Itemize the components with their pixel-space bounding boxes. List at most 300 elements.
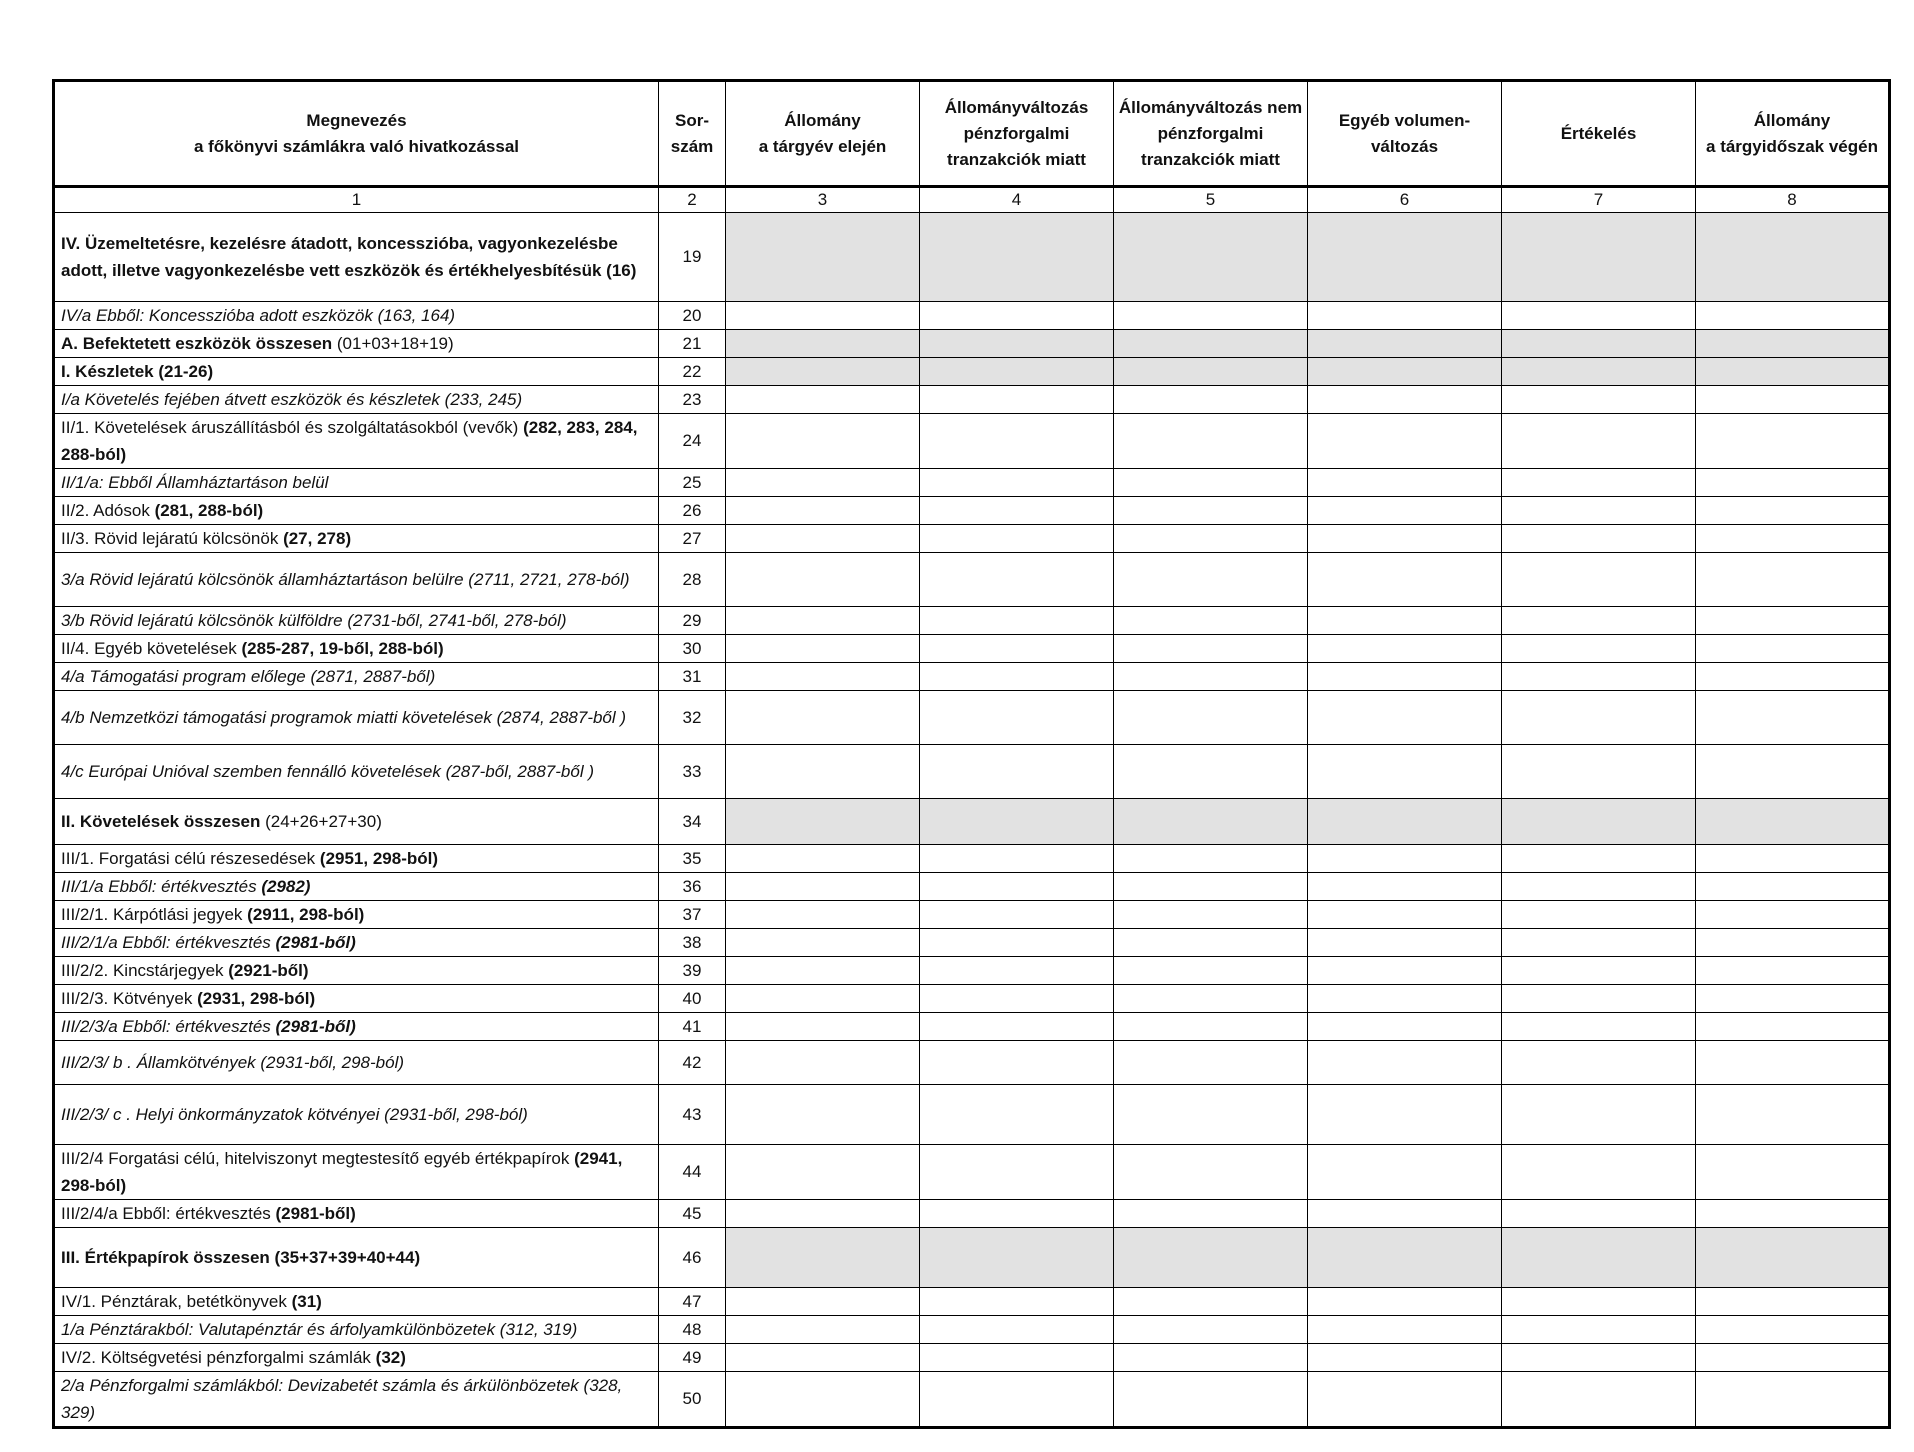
row-number: 50 [659, 1372, 726, 1428]
value-cell-col-4[interactable] [920, 663, 1114, 691]
value-cell-col-7[interactable] [1502, 663, 1696, 691]
value-cell-col-7[interactable] [1502, 845, 1696, 873]
table-row [54, 929, 1890, 957]
row-label [54, 635, 659, 663]
row-label-text: IV/1. Pénztárak, betétkönyvek [61, 1292, 292, 1311]
value-cell-col-4[interactable] [920, 901, 1114, 929]
value-cell-col-5[interactable] [1114, 213, 1308, 302]
row-number: 21 [659, 330, 726, 358]
value-cell-col-3[interactable] [726, 1013, 920, 1041]
value-cell-col-6[interactable] [1308, 663, 1502, 691]
value-cell-col-7[interactable] [1502, 957, 1696, 985]
row-label [54, 1145, 659, 1200]
value-cell-col-4[interactable] [920, 1145, 1114, 1200]
column-header-3 [726, 81, 920, 187]
value-cell-col-4[interactable] [920, 469, 1114, 497]
value-cell-col-7[interactable] [1502, 635, 1696, 663]
value-cell-col-6[interactable] [1308, 497, 1502, 525]
table-row [54, 414, 1890, 469]
column-header-4 [920, 81, 1114, 187]
value-cell-col-5[interactable] [1114, 607, 1308, 635]
row-number: 26 [659, 497, 726, 525]
value-cell-col-8[interactable] [1696, 358, 1890, 386]
column-number: 3 [726, 187, 920, 213]
value-cell-col-5[interactable] [1114, 1372, 1308, 1428]
value-cell-col-5[interactable] [1114, 525, 1308, 553]
row-label [54, 845, 659, 873]
row-label-text: II/2. Adósok [61, 501, 155, 520]
value-cell-col-5[interactable] [1114, 469, 1308, 497]
value-cell-col-8[interactable] [1696, 553, 1890, 607]
value-cell-col-7[interactable] [1502, 386, 1696, 414]
value-cell-col-8[interactable] [1696, 414, 1890, 469]
column-header-title: Egyéb volumen- [1338, 110, 1471, 130]
value-cell-col-7[interactable] [1502, 1344, 1696, 1372]
value-cell-col-3[interactable] [726, 901, 920, 929]
value-cell-col-8[interactable] [1696, 873, 1890, 901]
value-cell-col-5[interactable] [1114, 1041, 1308, 1085]
row-label-text: II/3. Rövid lejáratú kölcsönök [61, 529, 284, 548]
row-label-text: IV. Üzemeltetésre, kezelésre átadott, koncesszióba, vagyonkezelésbe adott, illetve vagyonkezelésbe vett eszközök és értékhelyesbítésük (16) [61, 234, 637, 280]
value-cell-col-7[interactable] [1502, 553, 1696, 607]
value-cell-col-4[interactable] [920, 1085, 1114, 1145]
value-cell-col-6[interactable] [1308, 1288, 1502, 1316]
value-cell-col-7[interactable] [1502, 358, 1696, 386]
value-cell-col-3[interactable] [726, 330, 920, 358]
value-cell-col-7[interactable] [1502, 330, 1696, 358]
table-row [54, 799, 1890, 845]
value-cell-col-6[interactable] [1308, 330, 1502, 358]
value-cell-col-4[interactable] [920, 497, 1114, 525]
value-cell-col-8[interactable] [1696, 1228, 1890, 1288]
row-number: 32 [659, 691, 726, 745]
value-cell-col-7[interactable] [1502, 525, 1696, 553]
row-label-text: (27, 278) [283, 529, 352, 548]
value-cell-col-4[interactable] [920, 1200, 1114, 1228]
value-cell-col-7[interactable] [1502, 1200, 1696, 1228]
value-cell-col-5[interactable] [1114, 1200, 1308, 1228]
value-cell-col-3[interactable] [726, 1200, 920, 1228]
row-label-text: III/1/a Ebből: értékvesztés [61, 877, 262, 896]
table-row [54, 985, 1890, 1013]
value-cell-col-6[interactable] [1308, 799, 1502, 845]
value-cell-col-8[interactable] [1696, 1041, 1890, 1085]
value-cell-col-7[interactable] [1502, 497, 1696, 525]
row-label-text: III/1. Forgatási célú részesedések [61, 849, 320, 868]
row-label [54, 386, 659, 414]
value-cell-col-6[interactable] [1308, 985, 1502, 1013]
column-header-title: Megnevezés [306, 110, 407, 130]
value-cell-col-5[interactable] [1114, 985, 1308, 1013]
value-cell-col-8[interactable] [1696, 1013, 1890, 1041]
value-cell-col-4[interactable] [920, 1288, 1114, 1316]
value-cell-col-6[interactable] [1308, 691, 1502, 745]
value-cell-col-6[interactable] [1308, 1013, 1502, 1041]
column-header-subtitle: tranzakciók miatt [947, 149, 1086, 169]
column-header-title: Sor- [675, 110, 709, 130]
value-cell-col-5[interactable] [1114, 663, 1308, 691]
value-cell-col-7[interactable] [1502, 213, 1696, 302]
value-cell-col-5[interactable] [1114, 799, 1308, 845]
value-cell-col-5[interactable] [1114, 1013, 1308, 1041]
value-cell-col-3[interactable] [726, 1041, 920, 1085]
value-cell-col-3[interactable] [726, 985, 920, 1013]
value-cell-col-4[interactable] [920, 1013, 1114, 1041]
value-cell-col-4[interactable] [920, 525, 1114, 553]
value-cell-col-8[interactable] [1696, 957, 1890, 985]
value-cell-col-7[interactable] [1502, 414, 1696, 469]
table-row [54, 1344, 1890, 1372]
column-header-subtitle: változás [1370, 136, 1439, 156]
row-label-text: 2/a Pénzforgalmi számlákból: Devizabetét számla és árkülönbözetek (328, 329) [61, 1376, 623, 1422]
row-label-text: III/2/4/a Ebből: értékvesztés [61, 1204, 276, 1223]
row-number: 48 [659, 1316, 726, 1344]
value-cell-col-7[interactable] [1502, 901, 1696, 929]
value-cell-col-5[interactable] [1114, 358, 1308, 386]
row-label [54, 745, 659, 799]
table-row [54, 497, 1890, 525]
value-cell-col-8[interactable] [1696, 302, 1890, 330]
row-number: 49 [659, 1344, 726, 1372]
value-cell-col-6[interactable] [1308, 1041, 1502, 1085]
value-cell-col-6[interactable] [1308, 901, 1502, 929]
value-cell-col-7[interactable] [1502, 1288, 1696, 1316]
table-row [54, 845, 1890, 873]
value-cell-col-5[interactable] [1114, 691, 1308, 745]
value-cell-col-6[interactable] [1308, 1085, 1502, 1145]
row-number: 25 [659, 469, 726, 497]
value-cell-col-3[interactable] [726, 845, 920, 873]
value-cell-col-3[interactable] [726, 1288, 920, 1316]
value-cell-col-6[interactable] [1308, 213, 1502, 302]
value-cell-col-4[interactable] [920, 1316, 1114, 1344]
value-cell-col-5[interactable] [1114, 1145, 1308, 1200]
value-cell-col-6[interactable] [1308, 525, 1502, 553]
value-cell-col-6[interactable] [1308, 1200, 1502, 1228]
row-number: 47 [659, 1288, 726, 1316]
row-label-text: III/2/1/a Ebből: értékvesztés [61, 933, 276, 952]
value-cell-col-4[interactable] [920, 845, 1114, 873]
column-header-title: Értékelés [1560, 123, 1637, 143]
row-label [54, 358, 659, 386]
value-cell-col-3[interactable] [726, 302, 920, 330]
table-row [54, 1316, 1890, 1344]
value-cell-col-8[interactable] [1696, 1344, 1890, 1372]
column-header-1 [54, 81, 659, 187]
value-cell-col-5[interactable] [1114, 497, 1308, 525]
value-cell-col-6[interactable] [1308, 358, 1502, 386]
value-cell-col-6[interactable] [1308, 1316, 1502, 1344]
column-header-2 [659, 81, 726, 187]
value-cell-col-6[interactable] [1308, 1145, 1502, 1200]
value-cell-col-6[interactable] [1308, 553, 1502, 607]
value-cell-col-5[interactable] [1114, 635, 1308, 663]
value-cell-col-8[interactable] [1696, 745, 1890, 799]
value-cell-col-3[interactable] [726, 1372, 920, 1428]
value-cell-col-8[interactable] [1696, 799, 1890, 845]
table-row [54, 607, 1890, 635]
table-row [54, 1200, 1890, 1228]
value-cell-col-3[interactable] [726, 386, 920, 414]
column-header-7 [1502, 81, 1696, 187]
value-cell-col-8[interactable] [1696, 497, 1890, 525]
value-cell-col-4[interactable] [920, 213, 1114, 302]
value-cell-col-4[interactable] [920, 957, 1114, 985]
value-cell-col-3[interactable] [726, 957, 920, 985]
value-cell-col-7[interactable] [1502, 469, 1696, 497]
header-row [54, 81, 1890, 187]
value-cell-col-5[interactable] [1114, 929, 1308, 957]
value-cell-col-3[interactable] [726, 663, 920, 691]
value-cell-col-4[interactable] [920, 745, 1114, 799]
row-label-text: (2981-ből) [275, 933, 356, 952]
table-row [54, 386, 1890, 414]
value-cell-col-3[interactable] [726, 1344, 920, 1372]
value-cell-col-7[interactable] [1502, 745, 1696, 799]
row-number: 39 [659, 957, 726, 985]
value-cell-col-5[interactable] [1114, 302, 1308, 330]
value-cell-col-4[interactable] [920, 873, 1114, 901]
row-number: 28 [659, 553, 726, 607]
value-cell-col-3[interactable] [726, 607, 920, 635]
row-number: 37 [659, 901, 726, 929]
table-row [54, 1013, 1890, 1041]
value-cell-col-5[interactable] [1114, 957, 1308, 985]
row-label-text: 3/b Rövid lejáratú kölcsönök külföldre (2731-ből, 2741-ből, 278-ból) [61, 611, 567, 630]
row-label-text: III/2/2. Kincstárjegyek [61, 961, 229, 980]
value-cell-col-8[interactable] [1696, 1085, 1890, 1145]
value-cell-col-8[interactable] [1696, 929, 1890, 957]
row-number: 20 [659, 302, 726, 330]
value-cell-col-8[interactable] [1696, 1145, 1890, 1200]
value-cell-col-3[interactable] [726, 1085, 920, 1145]
value-cell-col-4[interactable] [920, 553, 1114, 607]
value-cell-col-8[interactable] [1696, 386, 1890, 414]
table-row [54, 553, 1890, 607]
value-cell-col-7[interactable] [1502, 799, 1696, 845]
column-header-subtitle: tranzakciók miatt [1141, 149, 1280, 169]
value-cell-col-5[interactable] [1114, 414, 1308, 469]
column-number: 1 [54, 187, 659, 213]
value-cell-col-6[interactable] [1308, 845, 1502, 873]
table-row [54, 745, 1890, 799]
value-cell-col-8[interactable] [1696, 691, 1890, 745]
column-header-title: Állomány [1753, 110, 1831, 130]
row-label [54, 1288, 659, 1316]
value-cell-col-7[interactable] [1502, 985, 1696, 1013]
value-cell-col-5[interactable] [1114, 1085, 1308, 1145]
value-cell-col-3[interactable] [726, 1228, 920, 1288]
value-cell-col-3[interactable] [726, 414, 920, 469]
column-header-8 [1696, 81, 1890, 187]
column-number: 2 [659, 187, 726, 213]
row-number: 19 [659, 213, 726, 302]
table-row [54, 1372, 1890, 1428]
column-header-subtitle: a tárgyidőszak végén [1706, 136, 1878, 156]
value-cell-col-6[interactable] [1308, 957, 1502, 985]
value-cell-col-7[interactable] [1502, 929, 1696, 957]
value-cell-col-8[interactable] [1696, 663, 1890, 691]
value-cell-col-4[interactable] [920, 985, 1114, 1013]
column-number: 6 [1308, 187, 1502, 213]
value-cell-col-7[interactable] [1502, 302, 1696, 330]
value-cell-col-5[interactable] [1114, 1288, 1308, 1316]
row-label-text: (31) [291, 1292, 322, 1311]
value-cell-col-4[interactable] [920, 330, 1114, 358]
value-cell-col-6[interactable] [1308, 1228, 1502, 1288]
value-cell-col-3[interactable] [726, 929, 920, 957]
row-label [54, 525, 659, 553]
value-cell-col-6[interactable] [1308, 469, 1502, 497]
value-cell-col-3[interactable] [726, 1316, 920, 1344]
value-cell-col-3[interactable] [726, 1145, 920, 1200]
value-cell-col-8[interactable] [1696, 607, 1890, 635]
value-cell-col-6[interactable] [1308, 607, 1502, 635]
row-label [54, 302, 659, 330]
value-cell-col-3[interactable] [726, 691, 920, 745]
row-label-text: II. Követelések összesen [61, 812, 266, 831]
row-label-text: (2951, 298-ból) [319, 849, 439, 868]
column-header-title: Állomány [784, 110, 861, 130]
value-cell-col-8[interactable] [1696, 1316, 1890, 1344]
row-label-text: IV/2. Költségvetési pénzforgalmi számlák [61, 1348, 376, 1367]
value-cell-col-8[interactable] [1696, 525, 1890, 553]
row-label-text: (2981-ből) [275, 1017, 356, 1036]
value-cell-col-6[interactable] [1308, 745, 1502, 799]
value-cell-col-4[interactable] [920, 635, 1114, 663]
value-cell-col-6[interactable] [1308, 929, 1502, 957]
value-cell-col-5[interactable] [1114, 386, 1308, 414]
row-number: 31 [659, 663, 726, 691]
value-cell-col-5[interactable] [1114, 901, 1308, 929]
value-cell-col-7[interactable] [1502, 873, 1696, 901]
value-cell-col-8[interactable] [1696, 469, 1890, 497]
value-cell-col-3[interactable] [726, 635, 920, 663]
value-cell-col-3[interactable] [726, 469, 920, 497]
row-number: 33 [659, 745, 726, 799]
value-cell-col-5[interactable] [1114, 745, 1308, 799]
value-cell-col-3[interactable] [726, 799, 920, 845]
value-cell-col-4[interactable] [920, 929, 1114, 957]
value-cell-col-3[interactable] [726, 873, 920, 901]
row-label-text: 3/a Rövid lejáratú kölcsönök államháztartáson belülre (2711, 2721, 278-ból) [61, 570, 630, 589]
value-cell-col-7[interactable] [1502, 1085, 1696, 1145]
value-cell-col-8[interactable] [1696, 901, 1890, 929]
value-cell-col-4[interactable] [920, 691, 1114, 745]
value-cell-col-6[interactable] [1308, 1344, 1502, 1372]
value-cell-col-5[interactable] [1114, 1316, 1308, 1344]
row-label-text: I. Készletek (21-26) [61, 362, 214, 381]
value-cell-col-3[interactable] [726, 553, 920, 607]
row-label-text: (24+26+27+30) [265, 812, 382, 831]
table-row [54, 330, 1890, 358]
value-cell-col-4[interactable] [920, 414, 1114, 469]
row-number: 41 [659, 1013, 726, 1041]
value-cell-col-7[interactable] [1502, 691, 1696, 745]
value-cell-col-8[interactable] [1696, 1200, 1890, 1228]
value-cell-col-6[interactable] [1308, 1372, 1502, 1428]
value-cell-col-8[interactable] [1696, 635, 1890, 663]
value-cell-col-5[interactable] [1114, 1228, 1308, 1288]
value-cell-col-4[interactable] [920, 1041, 1114, 1085]
value-cell-col-6[interactable] [1308, 635, 1502, 663]
row-label-text: 4/a Támogatási program előlege (2871, 2887-ből) [61, 667, 436, 686]
value-cell-col-5[interactable] [1114, 553, 1308, 607]
row-number: 27 [659, 525, 726, 553]
row-label [54, 1013, 659, 1041]
column-header-6 [1308, 81, 1502, 187]
value-cell-col-3[interactable] [726, 213, 920, 302]
value-cell-col-4[interactable] [920, 1228, 1114, 1288]
value-cell-col-3[interactable] [726, 525, 920, 553]
value-cell-col-7[interactable] [1502, 1228, 1696, 1288]
row-label [54, 1200, 659, 1228]
row-number: 46 [659, 1228, 726, 1288]
balance-sheet-table [52, 79, 1891, 1429]
value-cell-col-5[interactable] [1114, 1344, 1308, 1372]
row-label [54, 1372, 659, 1428]
value-cell-col-3[interactable] [726, 497, 920, 525]
value-cell-col-8[interactable] [1696, 330, 1890, 358]
value-cell-col-8[interactable] [1696, 845, 1890, 873]
value-cell-col-5[interactable] [1114, 873, 1308, 901]
row-label-text: (282, 283, 284, 288-ból) [61, 418, 638, 464]
row-label [54, 469, 659, 497]
value-cell-col-4[interactable] [920, 1344, 1114, 1372]
value-cell-col-4[interactable] [920, 302, 1114, 330]
value-cell-col-4[interactable] [920, 1372, 1114, 1428]
value-cell-col-6[interactable] [1308, 873, 1502, 901]
value-cell-col-7[interactable] [1502, 1145, 1696, 1200]
value-cell-col-6[interactable] [1308, 414, 1502, 469]
value-cell-col-6[interactable] [1308, 386, 1502, 414]
table-row [54, 213, 1890, 302]
column-number-row [54, 187, 1890, 213]
value-cell-col-4[interactable] [920, 386, 1114, 414]
row-label-text: IV/a Ebből: Koncesszióba adott eszközök (163, 164) [61, 306, 456, 325]
value-cell-col-7[interactable] [1502, 607, 1696, 635]
value-cell-col-5[interactable] [1114, 330, 1308, 358]
row-label-text: II/1. Követelések áruszállításból és szolgáltatásokból (vevők) [61, 418, 524, 437]
value-cell-col-3[interactable] [726, 358, 920, 386]
value-cell-col-8[interactable] [1696, 1288, 1890, 1316]
value-cell-col-7[interactable] [1502, 1013, 1696, 1041]
row-number: 43 [659, 1085, 726, 1145]
row-number: 40 [659, 985, 726, 1013]
row-label [54, 553, 659, 607]
value-cell-col-5[interactable] [1114, 845, 1308, 873]
value-cell-col-7[interactable] [1502, 1372, 1696, 1428]
table-row [54, 1228, 1890, 1288]
value-cell-col-4[interactable] [920, 799, 1114, 845]
value-cell-col-7[interactable] [1502, 1316, 1696, 1344]
table-row [54, 901, 1890, 929]
row-label-text: III/2/1. Kárpótlási jegyek [61, 905, 248, 924]
value-cell-col-8[interactable] [1696, 213, 1890, 302]
value-cell-col-8[interactable] [1696, 1372, 1890, 1428]
table-row [54, 525, 1890, 553]
value-cell-col-8[interactable] [1696, 985, 1890, 1013]
value-cell-col-4[interactable] [920, 358, 1114, 386]
value-cell-col-7[interactable] [1502, 1041, 1696, 1085]
table-row [54, 663, 1890, 691]
row-label [54, 1085, 659, 1145]
value-cell-col-6[interactable] [1308, 302, 1502, 330]
row-label-text: III/2/3/a Ebből: értékvesztés [61, 1017, 276, 1036]
value-cell-col-3[interactable] [726, 745, 920, 799]
value-cell-col-4[interactable] [920, 607, 1114, 635]
row-number: 24 [659, 414, 726, 469]
